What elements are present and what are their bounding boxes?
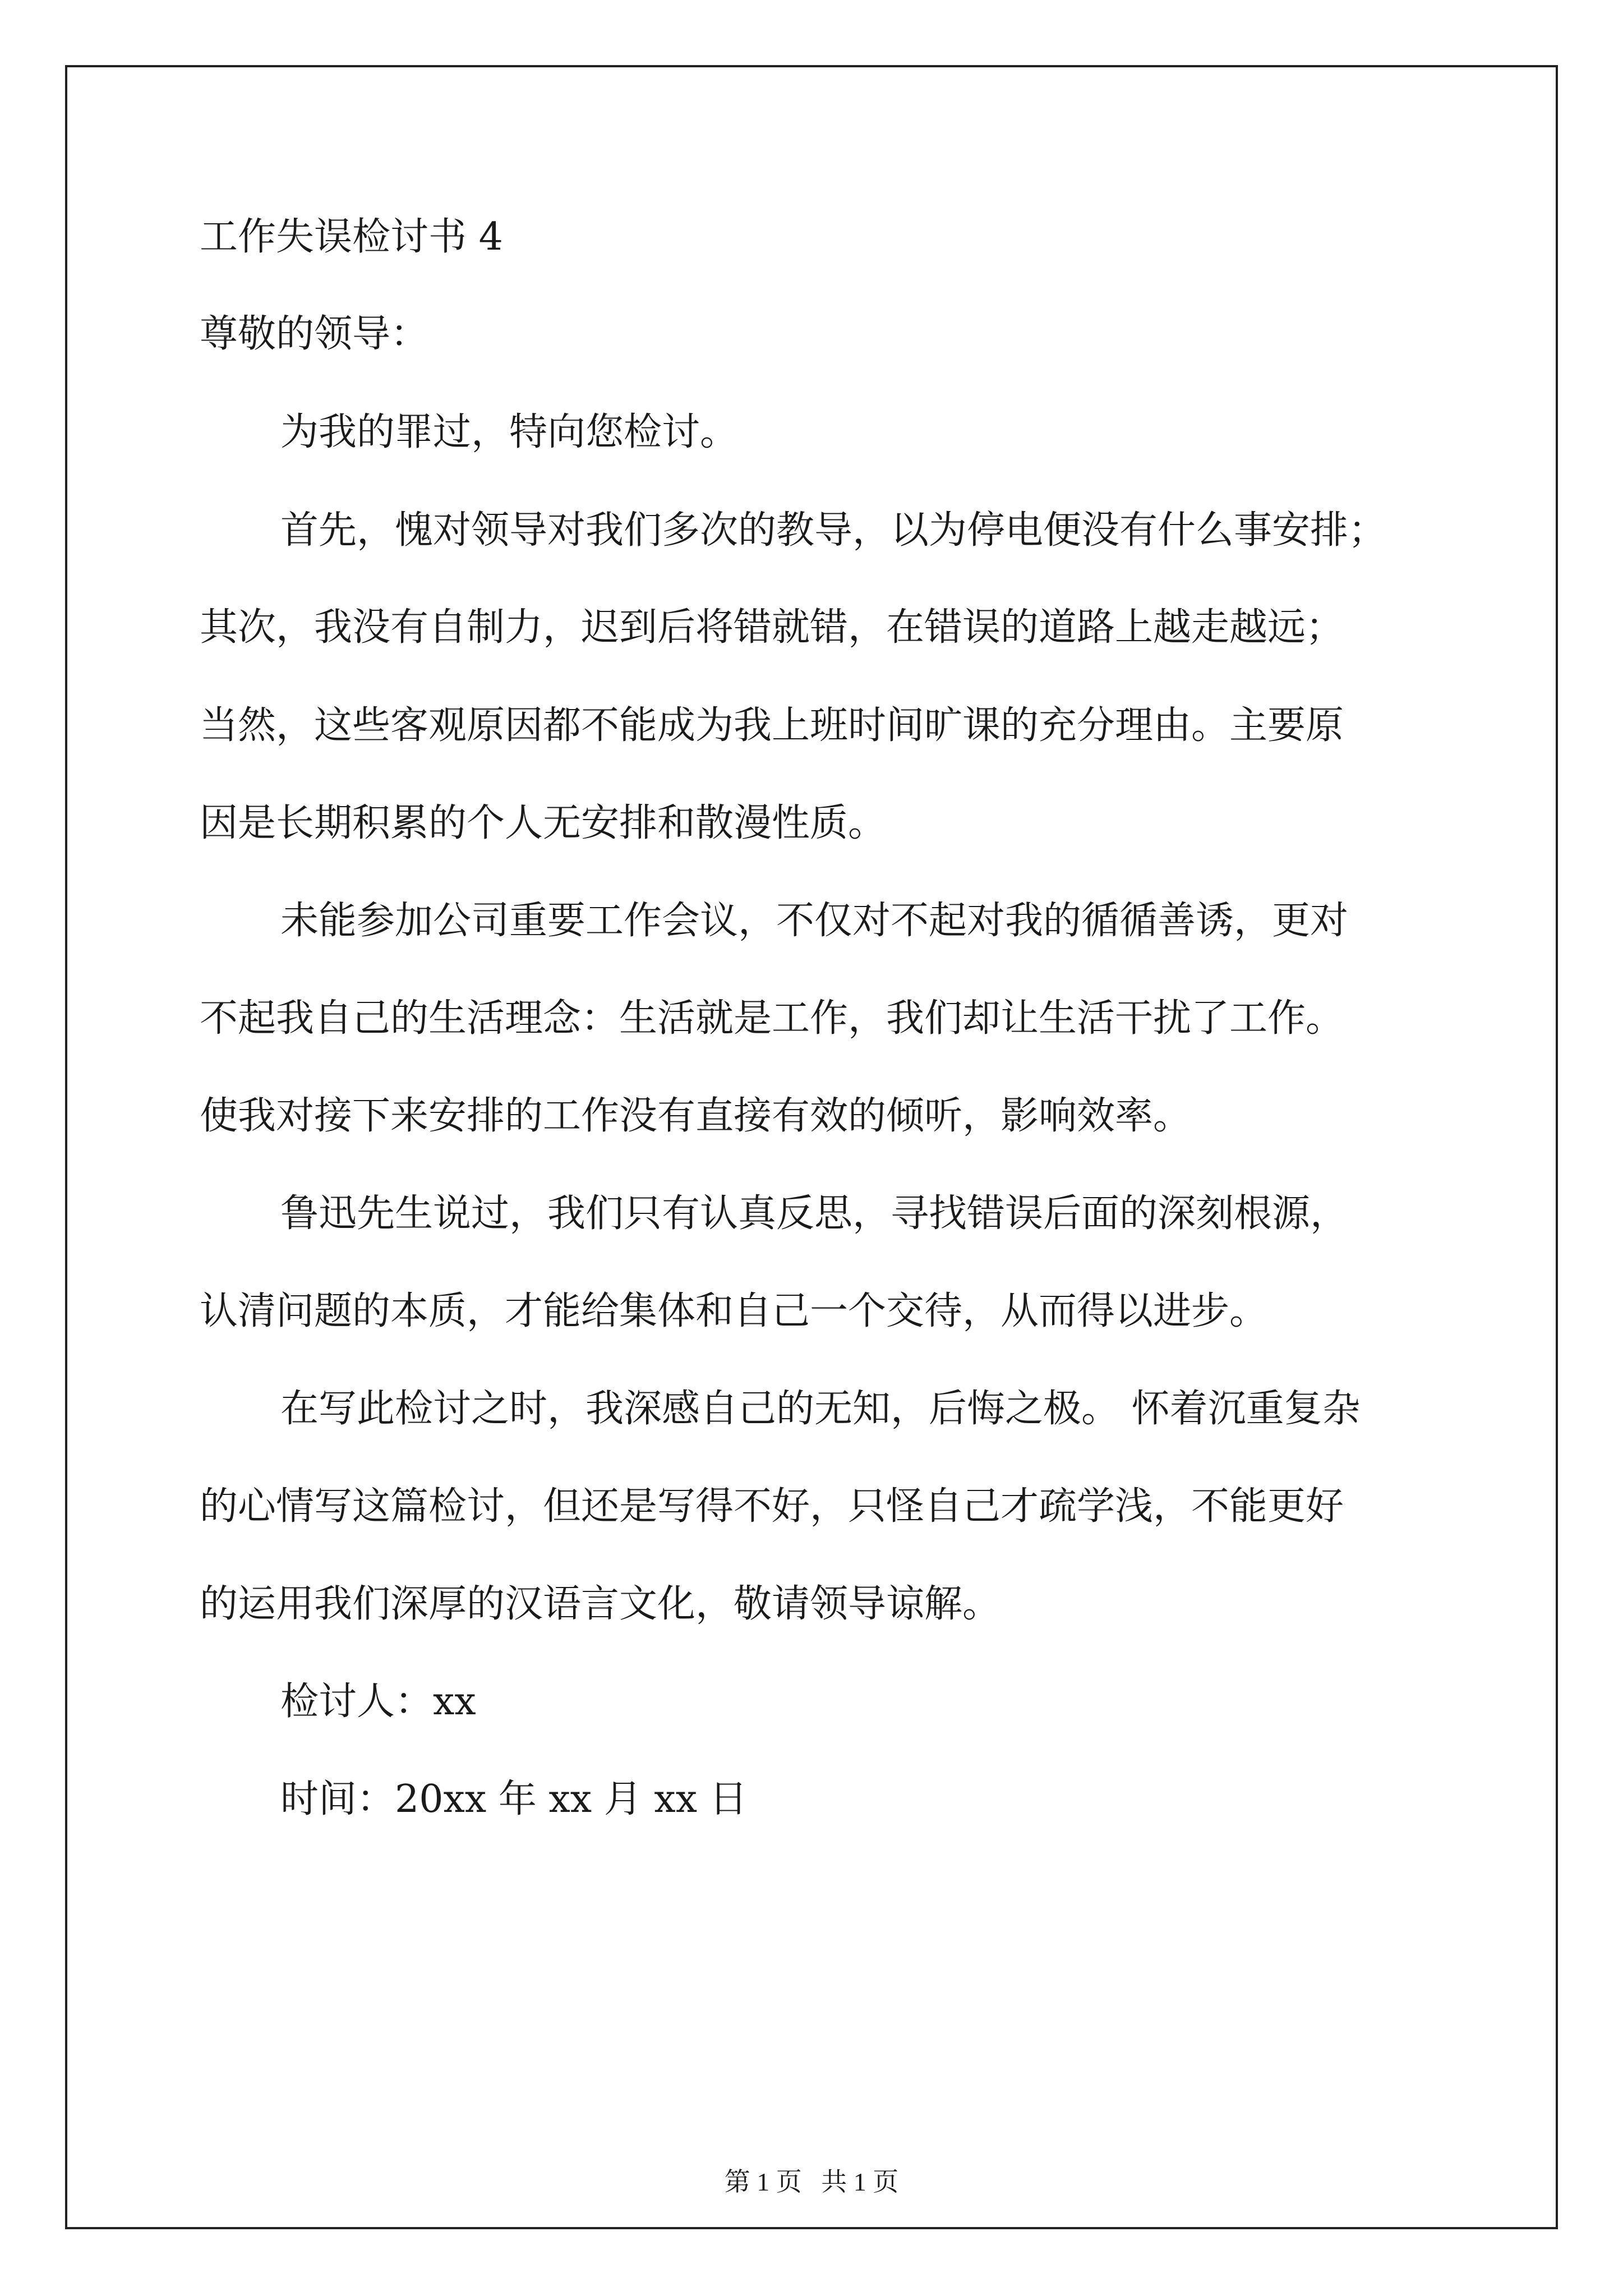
body-line: 在写此检讨之时，我深感自己的无知，后悔之极。 怀着沉重复杂 xyxy=(280,1387,1361,1431)
page-border xyxy=(65,65,1558,2229)
body-line: 未能参加公司重要工作会议，不仅对不起对我的循循善诱，更对 xyxy=(280,899,1349,943)
document-title: 工作失误检讨书 4 xyxy=(200,215,503,259)
body-line: 不起我自己的生活理念：生活就是工作，我们却让生活干扰了工作。 xyxy=(200,996,1344,1041)
body-line: 认清问题的本质，才能给集体和自己一个交待，从而得以进步。 xyxy=(200,1289,1268,1333)
body-line: 当然，这些客观原因都不能成为我上班时间旷课的充分理由。主要原 xyxy=(200,703,1344,748)
signature-reviewer: 检讨人：xx xyxy=(280,1680,476,1724)
body-line: 使我对接下来安排的工作没有直接有效的倾听，影响效率。 xyxy=(200,1094,1192,1138)
body-line: 因是长期积累的个人无安排和散漫性质。 xyxy=(200,801,887,845)
body-line: 的运用我们深厚的汉语言文化，敬请领导谅解。 xyxy=(200,1582,1001,1626)
body-line: 其次，我没有自制力，迟到后将错就错，在错误的道路上越走越远； xyxy=(200,605,1344,650)
body-line: 首先，愧对领导对我们多次的教导，以为停电便没有什么事安排； xyxy=(280,508,1387,553)
body-line: 的心情写这篇检讨，但还是写得不好，只怪自己才疏学浅，不能更好 xyxy=(200,1484,1344,1529)
body-line: 为我的罪过，特向您检讨。 xyxy=(280,410,739,454)
page-footer: 第 1 页 共 1 页 xyxy=(724,2168,899,2196)
body-line: 鲁迅先生说过，我们只有认真反思，寻找错误后面的深刻根源， xyxy=(280,1191,1349,1236)
salutation: 尊敬的领导： xyxy=(200,312,429,356)
signature-date: 时间：20xx 年 xx 月 xx 日 xyxy=(280,1777,748,1821)
